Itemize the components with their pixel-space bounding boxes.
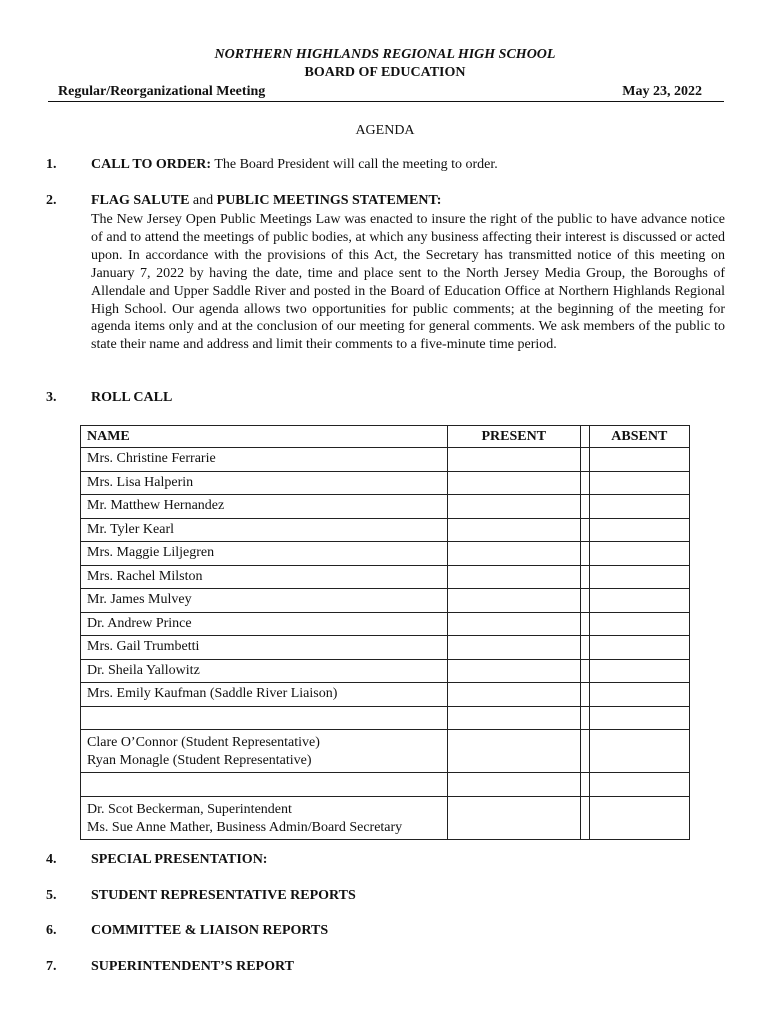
spacer-cell (580, 542, 589, 566)
agenda-item-flag-salute (91, 193, 441, 209)
agenda-item-committee-reports: COMMITTEE & LIAISON REPORTS (91, 923, 329, 938)
present-cell[interactable] (447, 659, 580, 683)
blank-row (81, 773, 690, 797)
col-present-header: PRESENT (447, 426, 580, 448)
item-number: 1. (46, 157, 57, 172)
member-name: Mrs. Christine Ferrarie (81, 448, 448, 472)
admin-names (81, 796, 448, 839)
spacer-cell (580, 495, 589, 519)
absent-cell[interactable] (589, 471, 689, 495)
table-row (81, 471, 690, 495)
absent-cell[interactable] (589, 448, 689, 472)
present-cell[interactable] (447, 589, 580, 613)
spacer-cell (580, 448, 589, 472)
present-cell[interactable] (447, 706, 580, 730)
admin-name: Ms. Sue Anne Mather, Business Admin/Board Secretary (87, 819, 403, 835)
spacer-cell (580, 636, 589, 660)
spacer-cell (580, 773, 589, 797)
table-header-row (81, 426, 690, 448)
absent-cell[interactable] (589, 796, 689, 839)
agenda-item-special-presentation: SPECIAL PRESENTATION: (91, 852, 268, 867)
table-row (81, 518, 690, 542)
absent-cell[interactable] (589, 495, 689, 519)
item-title: CALL TO ORDER: (91, 157, 212, 172)
table-row (81, 730, 690, 773)
board-name: BOARD OF EDUCATION (304, 65, 466, 80)
absent-cell[interactable] (589, 659, 689, 683)
agenda-item-superintendent-report: SUPERINTENDENT’S REPORT (91, 959, 294, 974)
present-cell[interactable] (447, 518, 580, 542)
member-name: Dr. Andrew Prince (81, 612, 448, 636)
table-row (81, 659, 690, 683)
table-row (81, 612, 690, 636)
member-name: Mr. James Mulvey (81, 589, 448, 613)
spacer-cell (580, 659, 589, 683)
item-number: 7. (46, 959, 57, 974)
roll-call-table (80, 425, 690, 840)
absent-cell[interactable] (589, 730, 689, 773)
member-name: Mr. Tyler Kearl (81, 518, 448, 542)
item-text: The Board President will call the meeting to order. (211, 157, 498, 172)
table-row (81, 542, 690, 566)
present-cell[interactable] (447, 730, 580, 773)
meeting-date: May 23, 2022 (622, 84, 702, 99)
student-names (81, 730, 448, 773)
absent-cell[interactable] (589, 706, 689, 730)
agenda-item-call-to-order (91, 157, 498, 173)
blank-cell (81, 773, 448, 797)
member-name: Mrs. Gail Trumbetti (81, 636, 448, 660)
item-number: 5. (46, 888, 57, 903)
spacer-cell (580, 683, 589, 707)
spacer-cell (580, 612, 589, 636)
item-number: 3. (46, 390, 57, 405)
absent-cell[interactable] (589, 589, 689, 613)
col-absent-header: ABSENT (589, 426, 689, 448)
table-row (81, 495, 690, 519)
meeting-type: Regular/Reorganizational Meeting (58, 84, 266, 99)
student-name: Ryan Monagle (Student Representative) (87, 753, 312, 768)
member-name: Dr. Sheila Yallowitz (81, 659, 448, 683)
present-cell[interactable] (447, 773, 580, 797)
present-cell[interactable] (447, 495, 580, 519)
spacer-cell (580, 730, 589, 773)
absent-cell[interactable] (589, 773, 689, 797)
absent-cell[interactable] (589, 683, 689, 707)
table-row (81, 448, 690, 472)
agenda-title: AGENDA (355, 123, 415, 138)
member-name: Mrs. Maggie Liljegren (81, 542, 448, 566)
spacer-cell (580, 796, 589, 839)
student-name: Clare O’Connor (Student Representative) (87, 735, 320, 750)
blank-cell (81, 706, 448, 730)
present-cell[interactable] (447, 612, 580, 636)
spacer-cell (580, 426, 589, 448)
present-cell[interactable] (447, 636, 580, 660)
absent-cell[interactable] (589, 518, 689, 542)
absent-cell[interactable] (589, 565, 689, 589)
member-name: Mrs. Rachel Milston (81, 565, 448, 589)
item-number: 2. (46, 193, 57, 208)
spacer-cell (580, 589, 589, 613)
member-name: Mr. Matthew Hernandez (81, 495, 448, 519)
member-name: Mrs. Lisa Halperin (81, 471, 448, 495)
item-title-2: PUBLIC MEETINGS STATEMENT: (216, 193, 442, 208)
col-name-header: NAME (81, 426, 448, 448)
present-cell[interactable] (447, 448, 580, 472)
agenda-item-roll-call: ROLL CALL (91, 390, 173, 405)
spacer-cell (580, 518, 589, 542)
present-cell[interactable] (447, 565, 580, 589)
table-row (81, 589, 690, 613)
absent-cell[interactable] (589, 636, 689, 660)
item-number: 4. (46, 852, 57, 867)
table-row (81, 636, 690, 660)
header-rule (48, 101, 724, 102)
admin-name: Dr. Scot Beckerman, Superintendent (87, 801, 292, 817)
blank-row (81, 706, 690, 730)
spacer-cell (580, 565, 589, 589)
table-row (81, 565, 690, 589)
item-number: 6. (46, 923, 57, 938)
absent-cell[interactable] (589, 612, 689, 636)
present-cell[interactable] (447, 542, 580, 566)
item-title: FLAG SALUTE (91, 193, 190, 208)
spacer-cell (580, 471, 589, 495)
present-cell[interactable] (447, 796, 580, 839)
table-row (81, 796, 690, 839)
public-meetings-statement: The New Jersey Open Public Meetings Law was enacted to insure the right of the public to have advance notice of and to attend the meetings of public bodies, at which any business affecting their interest is discussed or acted upon. In accordance with the provisions of this Act, the Secretary has transmitted notice of this meeting on January 7, 2022 by having the date, time and place sent to the North Jersey Media Group, the Boroughs of Allendale and Upper Saddle River and posted in the Board of Education Office at Northern Highlands Regional High School. Our agenda allows two opportunities for public comments; at the beginning of the meeting for agenda items only and at the conclusion of our meeting for general comments. We ask members of the public to state their name and address and limit their comments to a five-minute time period. (91, 212, 725, 353)
table-row (81, 683, 690, 707)
school-name: NORTHERN HIGHLANDS REGIONAL HIGH SCHOOL (214, 47, 556, 62)
absent-cell[interactable] (589, 542, 689, 566)
member-name: Mrs. Emily Kaufman (Saddle River Liaison) (81, 683, 448, 707)
spacer-cell (580, 706, 589, 730)
present-cell[interactable] (447, 683, 580, 707)
agenda-item-student-reports: STUDENT REPRESENTATIVE REPORTS (91, 888, 356, 903)
present-cell[interactable] (447, 471, 580, 495)
item-connector: and (189, 193, 217, 208)
